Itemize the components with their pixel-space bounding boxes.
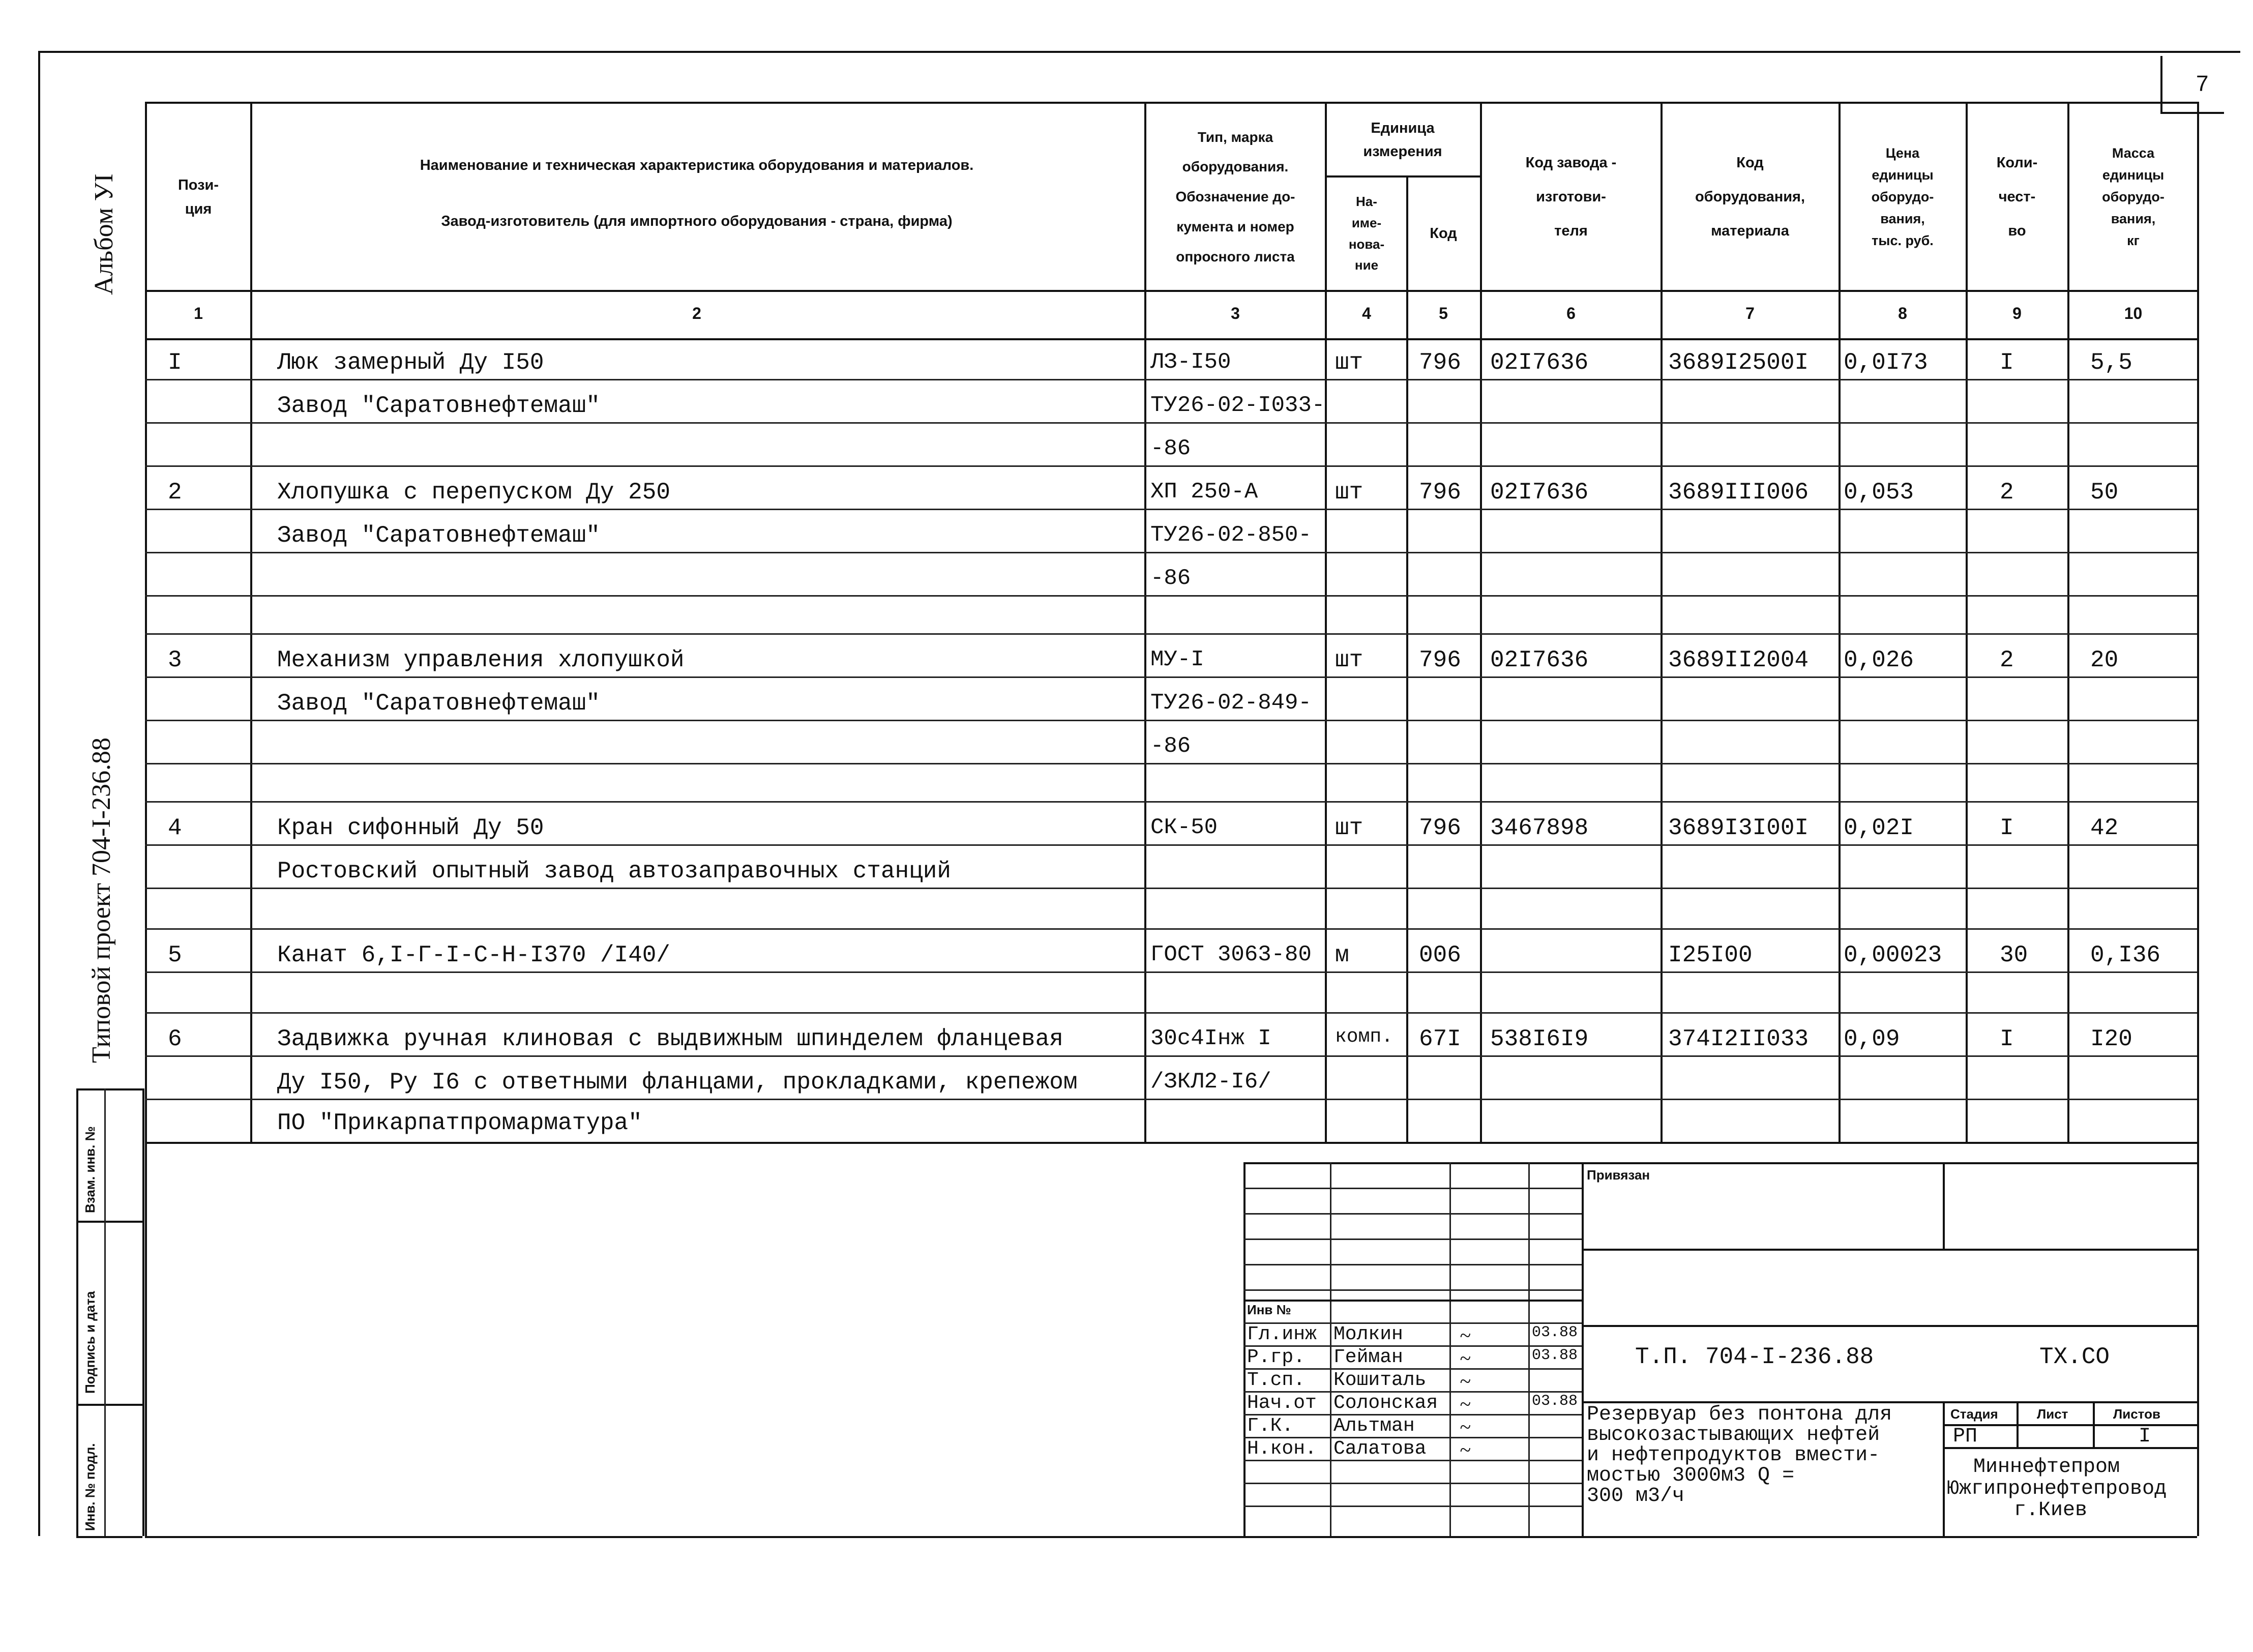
factory-code-cell: 02I7636 — [1490, 479, 1589, 506]
row-divider — [145, 1099, 2197, 1100]
mass-cell: I20 — [2090, 1026, 2132, 1052]
album-label: Альбом УI — [90, 173, 118, 295]
sheets-value: I — [2139, 1425, 2151, 1448]
unit-code-cell: 006 — [1419, 942, 1461, 968]
factory-code-cell: 02I7636 — [1490, 647, 1589, 673]
mass-cell: 50 — [2090, 479, 2119, 506]
quantity-cell: I — [2000, 1026, 2014, 1052]
quantity-cell: 30 — [2000, 942, 2028, 968]
equipment-code-cell: I25I00 — [1668, 942, 1753, 968]
header-unit-code: Код — [1430, 225, 1457, 242]
name-cell: Ростовский опытный завод автозаправочных станций — [277, 858, 952, 884]
name-cell: Канат 6,I-Г-I-С-Н-I370 /I40/ — [277, 942, 670, 968]
header-name-line2: Завод-изготовитель (для импортного оборудования - страна, фирма) — [441, 213, 953, 229]
name-cell: Люк замерный Ду I50 — [277, 349, 544, 376]
side-stamp-sign: Подпись и дата — [82, 1291, 98, 1394]
unit-cell: шт — [1335, 647, 1363, 673]
row-divider — [145, 379, 2197, 380]
signer-name: Салатова — [1333, 1438, 1427, 1460]
unit-cell: шт — [1335, 349, 1363, 376]
header-factory-code: Код завода - изготови- теля — [1525, 155, 1617, 239]
header-price: Цена единицы оборудо- вания, тыс. руб. — [1871, 145, 1934, 249]
unit-code-cell: 796 — [1419, 349, 1461, 376]
handwritten-signature: ~ — [1460, 1347, 1471, 1370]
unit-code-cell: 796 — [1419, 815, 1461, 841]
row-divider — [145, 552, 2197, 553]
position-cell: 6 — [168, 1026, 182, 1052]
position-cell: 3 — [168, 647, 182, 673]
quantity-cell: I — [2000, 349, 2014, 376]
header-type: Тип, марка оборудования. Обозначение до- кумента и номер опросного листа — [1175, 129, 1295, 264]
page-number-box-left — [2160, 56, 2162, 113]
row-divider — [145, 676, 2197, 678]
header-mass: Масса единицы оборудо- вания, кг — [2102, 145, 2165, 249]
header-equipment-code: Код оборудования, материала — [1695, 155, 1805, 239]
row-divider — [145, 720, 2197, 721]
equipment-code-cell: 3689II2004 — [1668, 647, 1809, 673]
signer-role: Г.К. — [1247, 1415, 1294, 1437]
name-cell: Завод "Саратовнефтемаш" — [277, 522, 600, 549]
name-cell: ПО "Прикарпатпромарматура" — [277, 1110, 642, 1136]
row-divider — [145, 888, 2197, 889]
unit-code-cell: 796 — [1419, 647, 1461, 673]
signer-role: Гл.инж — [1247, 1323, 1317, 1345]
side-stamp-replace: Взам. инв. № — [82, 1126, 98, 1213]
position-cell: 2 — [168, 479, 182, 506]
type-cell: ТУ26-02-I033- — [1150, 393, 1325, 418]
row-divider — [145, 633, 2197, 635]
price-cell: 0,00023 — [1844, 942, 1942, 968]
signer-date: 03.88 — [1532, 1324, 1578, 1341]
handwritten-signature: ~ — [1460, 1324, 1471, 1347]
signer-date: 03.88 — [1532, 1347, 1578, 1364]
mass-cell: 0,I36 — [2090, 942, 2161, 968]
signer-name: Молкин — [1333, 1323, 1403, 1345]
quantity-cell: I — [2000, 815, 2014, 841]
signer-name: Солонская — [1333, 1392, 1438, 1414]
signer-name: Альтман — [1333, 1415, 1415, 1437]
signer-role: Т.сп. — [1247, 1369, 1306, 1391]
unit-cell: шт — [1335, 479, 1363, 506]
document-code: Т.П. 704-I-236.88 — [1635, 1344, 1874, 1370]
type-cell: ТУ26-02-849- — [1150, 690, 1312, 716]
type-cell: МУ-I — [1150, 647, 1204, 672]
header-unit-name: На- име- нова- ние — [1348, 194, 1385, 273]
price-cell: 0,053 — [1844, 479, 1914, 506]
name-cell: Хлопушка с перепуском Ду 250 — [277, 479, 670, 506]
price-cell: 0,0I73 — [1844, 349, 1928, 376]
signer-name: Гейман — [1333, 1346, 1403, 1368]
type-cell: -86 — [1150, 436, 1191, 461]
row-divider — [145, 595, 2197, 597]
sheets-label: Листов — [2113, 1406, 2160, 1422]
row-divider — [145, 928, 2197, 930]
type-cell: -86 — [1150, 733, 1191, 759]
unit-cell: комп. — [1335, 1026, 1394, 1048]
sheet-label: Лист — [2037, 1406, 2068, 1422]
quantity-cell: 2 — [2000, 647, 2014, 673]
type-cell: ЛЗ-I50 — [1150, 349, 1231, 375]
page-number: 7 — [2196, 71, 2209, 96]
unit-cell: м — [1335, 942, 1349, 968]
position-cell: 5 — [168, 942, 182, 968]
name-cell: Ду I50, Ру I6 с ответными фланцами, прокладками, крепежом — [277, 1069, 1078, 1096]
price-cell: 0,02I — [1844, 815, 1914, 841]
inv-label: Инв № — [1247, 1302, 1291, 1317]
handwritten-signature: ~ — [1460, 1415, 1471, 1438]
name-cell: Задвижка ручная клиновая с выдвижным шпинделем фланцевая — [277, 1026, 1063, 1052]
row-divider — [145, 509, 2197, 510]
left-border — [38, 51, 40, 1536]
name-cell: Завод "Саратовнефтемаш" — [277, 393, 600, 419]
signer-role: Н.кон. — [1247, 1438, 1317, 1460]
quantity-cell: 2 — [2000, 479, 2014, 506]
header-quantity: Коли- чест- во — [1996, 155, 2038, 239]
row-divider — [145, 1012, 2197, 1014]
factory-code-cell: 3467898 — [1490, 815, 1589, 841]
row-divider — [145, 971, 2197, 973]
handwritten-signature: ~ — [1460, 1370, 1471, 1393]
type-cell: 30с4Iнж I — [1150, 1026, 1271, 1051]
header-unit-group: Единица измерения — [1363, 120, 1442, 160]
type-cell: ТУ26-02-850- — [1150, 522, 1312, 548]
equipment-code-cell: 3689I3I00I — [1668, 815, 1809, 841]
row-divider — [145, 763, 2197, 764]
name-cell: Механизм управления хлопушкой — [277, 647, 685, 673]
handwritten-signature: ~ — [1460, 1438, 1471, 1461]
top-border — [38, 51, 2240, 53]
factory-code-cell: 538I6I9 — [1490, 1026, 1589, 1052]
row-divider — [145, 422, 2197, 424]
mass-cell: 20 — [2090, 647, 2119, 673]
sheet-mark: ТХ.СО — [2039, 1344, 2110, 1370]
position-cell: I — [168, 349, 182, 376]
unit-cell: шт — [1335, 815, 1363, 841]
factory-code-cell: 02I7636 — [1490, 349, 1589, 376]
signer-role: Р.гр. — [1247, 1346, 1306, 1368]
privyazan-label: Привязан — [1587, 1167, 1650, 1183]
mass-cell: 5,5 — [2090, 349, 2132, 376]
equipment-code-cell: 3689III006 — [1668, 479, 1809, 506]
header-name-line1: Наименование и техническая характеристика оборудования и материалов. — [420, 157, 974, 173]
unit-code-cell: 796 — [1419, 479, 1461, 506]
type-cell: -86 — [1150, 566, 1191, 591]
name-cell: Завод "Саратовнефтемаш" — [277, 690, 600, 717]
handwritten-signature: ~ — [1460, 1393, 1471, 1415]
project-label: Типовой проект 704-I-236.88 — [87, 738, 116, 1063]
type-cell: ХП 250-А — [1150, 479, 1258, 505]
name-cell: Кран сифонный Ду 50 — [277, 815, 544, 841]
row-divider — [145, 801, 2197, 803]
equipment-code-cell: 3689I2500I — [1668, 349, 1809, 376]
row-divider — [145, 844, 2197, 846]
equipment-code-cell: 374I2II033 — [1668, 1026, 1809, 1052]
price-cell: 0,09 — [1844, 1026, 1900, 1052]
stage-label: Стадия — [1950, 1406, 1998, 1422]
stage-value: РП — [1953, 1425, 1978, 1448]
type-cell: /ЗКЛ2-I6/ — [1150, 1069, 1271, 1095]
row-divider — [145, 465, 2197, 467]
side-stamp-inv: Инв. № подл. — [82, 1443, 98, 1531]
signer-role: Нач.от — [1247, 1392, 1317, 1414]
row-divider — [145, 1055, 2197, 1057]
header-position: Пози- ция — [177, 177, 219, 217]
type-cell: СК-50 — [1150, 815, 1218, 840]
mass-cell: 42 — [2090, 815, 2119, 841]
position-cell: 4 — [168, 815, 182, 841]
signer-name: Кошиталь — [1333, 1369, 1427, 1391]
type-cell: ГОСТ 3063-80 — [1150, 942, 1312, 967]
signer-date: 03.88 — [1532, 1393, 1578, 1410]
unit-code-cell: 67I — [1419, 1026, 1461, 1052]
price-cell: 0,026 — [1844, 647, 1914, 673]
